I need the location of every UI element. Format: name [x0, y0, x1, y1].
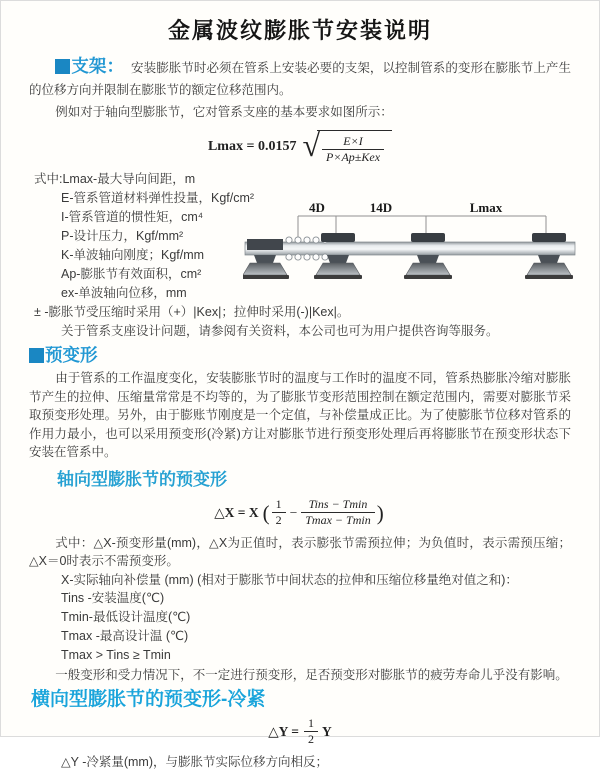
close-paren: ) [376, 500, 384, 525]
dim-label-lmax: Lmax [469, 200, 503, 215]
axial-formula-lhs: △X = X [214, 504, 259, 520]
axial-note: 一般变形和受力情况下，不一定进行预变形，足否预变形对膨胀节的疲劳寿命儿乎没有影响。 [55, 668, 568, 682]
deform-paragraph: 由于管系的工作温度变化，安装膨胀节时的温度与工作时的温度不同，管系热膨胀冷缩对膨胀节产生的拉伸、压缩量常常是不均等的，为了膨胀节变形范围控制在额定范围内，需要对膨胀节采取预变形处理。另外，由于膨账节刚度是一个定值，与补偿量成正比。为了使膨胀节位移对管系的作用力最小，也可以采用预变形(冷紧)方让对膨胀节进行预变形处理后再将膨胀节在预变形状态下安装在管系中。 [29, 371, 571, 459]
temp-item: Tmax -最高设计温 (℃) [61, 629, 189, 643]
axial-subheading: 轴向型膨胀节的预变形 [57, 469, 227, 489]
lateral-formula-lhs: △Y = [268, 723, 299, 739]
radical [302, 127, 392, 164]
half-numerator: 1 [275, 497, 282, 511]
lateral-formula-rhs: Y [321, 723, 332, 739]
definition-item: P-设计压力，Kgf/mm² [61, 229, 184, 243]
support-paragraph [29, 55, 571, 101]
temperature-list [61, 589, 571, 665]
x-definition: X-实际轴向补偿量 (mm) (相对于膨胀节中间状态的拉伸和压缩位移量绝对值之和)： [61, 572, 518, 587]
temp-numerator: Tins − Tmin [308, 497, 368, 511]
symbol-definition-list [29, 170, 571, 341]
example-line: 例如对于轴向型膨胀节，它对管系支座的基本要求如图所示： [55, 105, 393, 119]
lateral-half-den: 2 [304, 731, 318, 746]
dim-label-14d: 14D [369, 200, 393, 215]
support-body-text: 安装膨胀节时必须在管系上安装必要的支架，以控制管系的变形在膨胀节上产生的位移方向并限制在膨胀节的额定位移范围内。 [29, 61, 571, 97]
definition-item: I-管系管道的惯性矩，cm⁴ [61, 210, 204, 224]
lmax-denominator: P×Ap±Kex [322, 149, 384, 164]
definitions-and-diagram [29, 170, 571, 341]
open-paren: ( [262, 500, 270, 525]
temp-item: Tins -安装温度(℃) [61, 591, 165, 605]
dim-label-4d: 4D [309, 200, 325, 215]
axial-formula [29, 496, 571, 530]
definition-item: K-单波轴向刚度；Kgf/mm [61, 248, 205, 262]
support-section-heading: 支架： [71, 56, 125, 76]
deform-section-heading-row [29, 344, 571, 367]
temp-item: Tmax > Tins ≥ Tmin [61, 648, 171, 662]
deform-section-heading: 预变形 [45, 345, 98, 365]
definition-item: 式中:Lmax-最大导向间距，m [34, 172, 196, 186]
lmax-numerator: E×I [343, 134, 363, 148]
lateral-subheading: 横向型膨胀节的预变形-冷紧 [31, 688, 266, 710]
temp-denominator: Tmax − Tmin [301, 512, 374, 527]
minus-sign: − [289, 504, 298, 520]
definition-item: Ap-膨胀节有效面积，cm² [61, 267, 202, 281]
axial-explain: 式中：△X-预变形量(mm)，△X为正值时，表示膨张节需预拉伸；为负值时，表示需预压缩；△X＝0时表示不需预变形。 [29, 535, 571, 568]
lmax-formula [29, 128, 571, 166]
temp-item: Tmin-最低设计温度(℃) [61, 610, 191, 624]
lateral-half-num: 1 [307, 716, 314, 730]
y-definition: △Y -冷紧量(mm)，与膨胀节实际位移方向相反； [61, 754, 329, 769]
definition-item: E-管系管道材料弹性投量，Kgf/cm² [61, 191, 255, 205]
definition-item: ± -膨胀节受压缩时采用（+）|Kex|；拉伸时采用(-)|Kex|。 [34, 305, 350, 319]
half-denominator: 2 [272, 512, 286, 527]
lateral-formula [29, 717, 571, 747]
definition-item: ex-单波轴向位移，mm [61, 286, 187, 300]
page-title: 金属波纹膨胀节安装说明 [167, 18, 432, 43]
definition-item: 关于管系支座设计问题，请参阅有关资料，本公司也可为用户提供咨询等服务。 [61, 324, 499, 338]
radical-sign: √ [302, 127, 321, 163]
section-square-icon [29, 348, 44, 363]
section-square-icon [55, 59, 70, 74]
lmax-formula-lhs: Lmax = 0.0157 [207, 139, 297, 154]
